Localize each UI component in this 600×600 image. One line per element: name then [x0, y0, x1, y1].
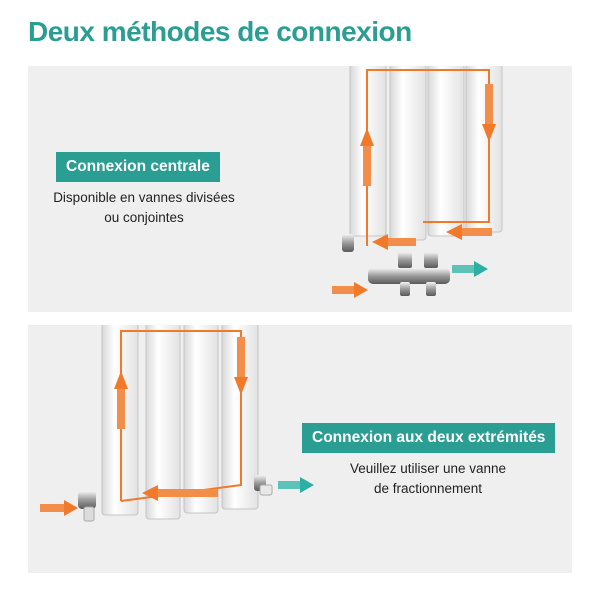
- ends-connection-label: Connexion aux deux extrémités: [302, 423, 555, 453]
- valve-icon: [342, 234, 354, 252]
- central-connection-label: Connexion centrale: [56, 152, 220, 182]
- central-description-line2: ou conjointes: [104, 210, 184, 225]
- central-connection-panel: [28, 66, 572, 312]
- central-description-line1: Disponible en vannes divisées: [53, 190, 235, 205]
- ends-connection-panel: [28, 325, 572, 573]
- page-title: Deux méthodes de connexion: [28, 16, 412, 47]
- radiator-tubes: [350, 66, 502, 240]
- ends-description-line1: Veuillez utiliser une vanne: [349, 461, 507, 476]
- ends-description-line2: de fractionnement: [373, 481, 483, 496]
- ends-connection-description: [318, 459, 538, 499]
- central-connection-description: [44, 188, 244, 228]
- central-valve-assembly: [368, 252, 450, 296]
